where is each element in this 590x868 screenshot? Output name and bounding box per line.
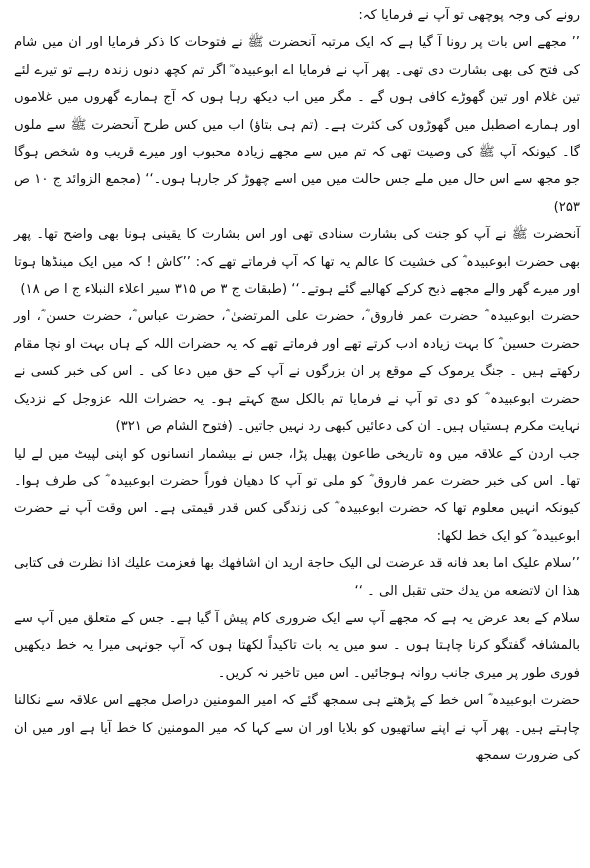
paragraph-reaction: حضرت ابوعبیدہ ؓ اس خط کے پڑھتے ہی سمجھ گئے کہ امیر المومنین دراصل مجھے اس علاقہ سے نکالنا چاہتے ہیں۔ پھر آپ نے اپنے ساتھیوں کو بلایا اور ان سے کہا کہ میر المومنین کا خط آیا ہے اور میں ان کی ضرورت سمجھ <box>14 693 580 763</box>
paragraph-glad-tidings: آنحضرت ﷺ نے آپ کو جنت کی بشارت سنادی تھی اور اس بشارت کا یقینی ہونا بھی واضح تھا۔ پھر بھی حضرت ابوعبیدہ ؓ کی خشیت کا عالم یہ تھا کہ آپ فرماتے تھے کہ: ’’کاش ! کہ میں ایک مینڈھا ہوتا اور میرے گھر والے مجھے ذبح کرکے کھالیے گئے ہوتے۔‘‘ (طبقات ج ۳ ص ۳۱۵ سیر اعلاء النبلاء ج ا ص ۱۸) <box>14 227 580 298</box>
paragraph-plague-letter: جب اردن کے علاقہ میں وہ تاریخی طاعون پھیل پڑا، جس نے بیشمار انسانوں کو اپنی لپیٹ میں لے لیا تھا۔ اس کی خبر حضرت عمر فاروق ؓ کو ملی تو آپ کا دھیان فوراً حضرت ابوعبیدہ ؓ کی طرف ہوا۔ کیونکہ انہیں معلوم تھا کہ حضرت ابوعبیدہ ؓ کی زندگی کس قدر قیمتی ہے۔ اس وقت آپ نے حضرت ابوعبیدہ ؓ کو ایک خط لکھا: <box>14 446 580 544</box>
paragraph-hadith-quote: ’’ مجھے اس بات پر رونا آ گیا ہے کہ ایک مرتبہ آنحضرت ﷺ نے فتوحات کا ذکر فرمایا اور ان میں شام کی فتح کی بھی بشارت دی تھی۔ پھر آپ نے فرمایا اے ابوعبیدہ ؓ اگر تم کچھ دنوں زندہ رہے تو تیرے لئے تین غلام اور تین گھوڑے کافی ہوں گے ۔ مگر میں اب دیکھ رہا ہوں کہ آج ہمارے گھروں میں غلاموں اور ہمارے اصطبل میں گھوڑوں کی کثرت ہے۔ (تم ہی بتاؤ) اب میں کس طرح آنحضرت ﷺ سے ملوں گا۔ کیونکہ آپ ﷺ کی وصیت تھی کہ تم میں سے مجھے زیادہ محبوب اور میرے قریب وہ شخص ہوگا جو مجھ سے اس حال میں ملے جس حالت میں میں اسے چھوڑ کر جارہا ہوں۔‘‘ (مجمع الزوائد ج ۱۰ ص ۲۵۳) <box>14 35 580 215</box>
paragraph-intro: رونے کی وجہ پوچھی تو آپ نے فرمایا کہ: <box>358 8 580 23</box>
paragraph-arabic-letter: ’’سلام علیک اما بعد فانه قد عرضت لی الیک حاجة ارید ان اشافهك بها فعزمت علیك اذا نظرت فی کتابی هذا ان لاتضعه من یدك حتی تقبل الی ۔ ‘‘ <box>14 556 580 599</box>
book-page <box>14 2 580 866</box>
paragraph-letter-translation: سلام کے بعد عرض یہ ہے کہ مجھے آپ سے ایک ضروری کام پیش آ گیا ہے۔ جس کے متعلق میں آپ سے بالمشافہ گفتگو کرنا چاہتا ہوں ۔ سو میں یہ بات تاکیداً لکھتا ہوں کہ آپ جونہی میرا یہ خط دیکھیں فوری طور پر میری جانب روانہ ہوجائیں۔ اس میں تاخیر نہ کریں۔ <box>14 610 580 681</box>
paragraph-respect-for-companions: حضرت ابوعبیدہ ؓ حضرت عمر فاروق ؓ، حضرت علی المرتضیٰ ؓ، حضرت عباس ؓ، حضرت حسن ؓ، اور حضرت حسین ؓ کا بہت زیادہ ادب کرتے تھے اور فرماتے تھے کہ یہ حضرات اللہ کے ہاں بہت او نچا مقام رکھتے ہیں ۔ جنگ یرموک کے موقع پر ان بزرگوں نے آپ کے حق میں دعا کی ۔ اس کی خبر کسی نے حضرت ابوعبیدہ ؓ کو دی تو آپ نے فرمایا تم بالکل سچ کہتے ہو۔ یہ حضرات اللہ عزوجل کے نزدیک نہایت مکرم ہستیاں ہیں۔ ان کی دعائیں کبھی رد نہیں جاتیں۔ (فتوح الشام ص ۳۲۱) <box>14 309 580 435</box>
